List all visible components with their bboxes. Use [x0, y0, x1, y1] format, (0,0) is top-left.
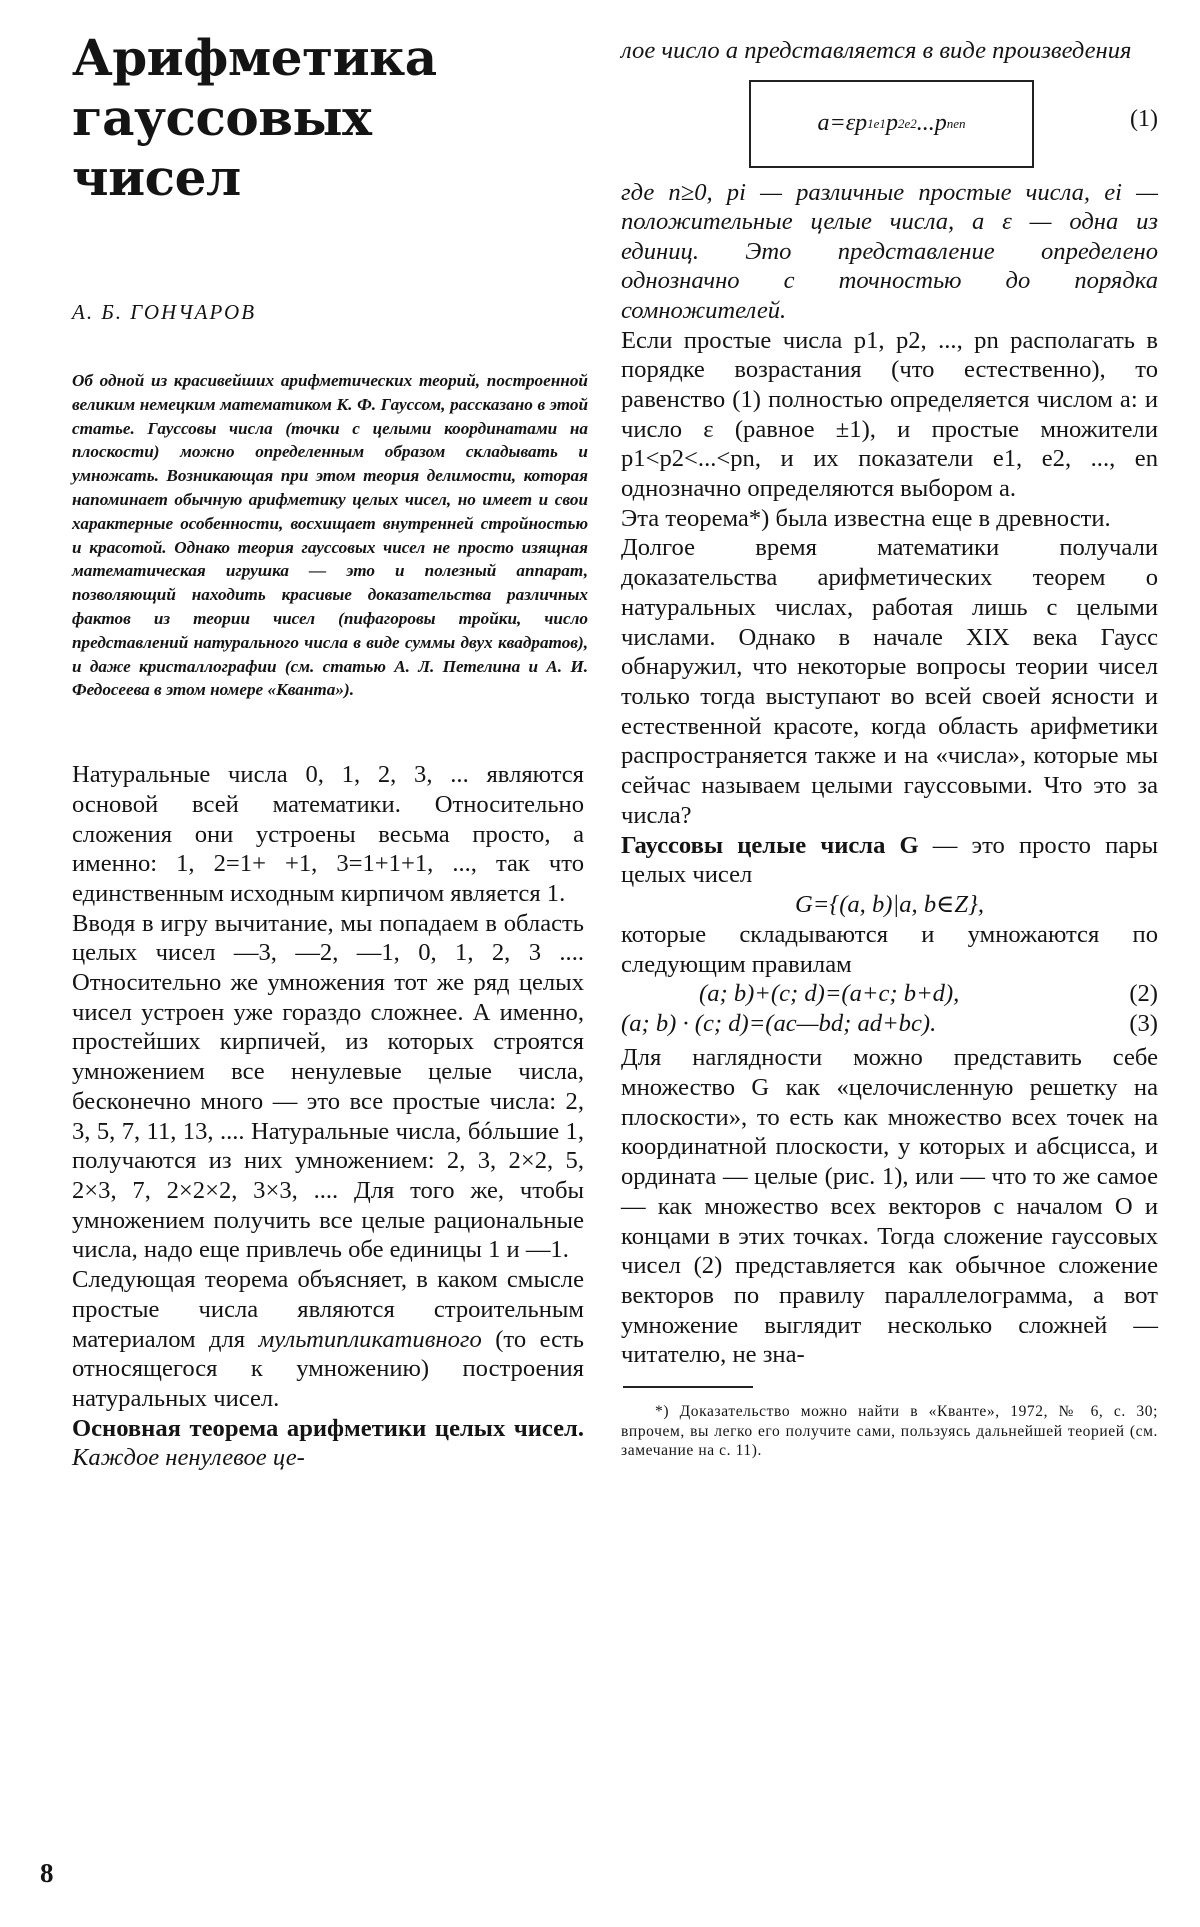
footnote: *) Доказательство можно найти в «Кванте», 1972, № 6, с. 30; впрочем, вы легко его получите сами, пользуясь дальнейшей теорией (см. замечание на с. 11).: [621, 1403, 1158, 1460]
formula-term: p: [885, 110, 898, 137]
paragraph: Долгое время математики получали доказательства арифметических теорем о натуральных числах, работая лишь с целыми числами. Однако в начале XIX века Гаусс обнаружил, что некоторые вопросы теории чисел только тогда выступают во всей своей ясности и естественной красоте, когда область арифметики распространяется также и на «числа», которые мы сейчас называем целыми гауссовыми. Что это за числа?: [621, 534, 1158, 829]
definition-heading: Гауссовы целые числа G: [621, 831, 919, 859]
abstract: Об одной из красивейших арифметических теорий, построенной великим немецким математиком К. Ф. Гауссом, рассказано в этой статье. Гауссовы числа (точки с целыми координатами на плоскости) можно определенным образом складывать и умножать. Возникающая при этом теория делимости, которая напоминает обычную арифметику целых чисел, но имеет и свои характерные особенности, восхищает внутренней стройностью и красотой. Однако теория гауссовых чисел не просто изящная математическая игрушка — это и полезный аппарат, позволяющий находить красивые доказательства различных фактов из теории чисел (пифагоровы тройки, число представлений натурального числа в виде суммы двух квадратов), и даже кристаллографии (см. статью А. Л. Петелина и А. И. Федосеева в этом номере «Кванта»).: [72, 371, 588, 700]
paragraph: Если простые числа p1, p2, ..., pn располагать в порядке возрастания (что естественно), то равенство (1) полностью определяется числом a: и число ε (равное ±1), и простые множители p1<p2<...<pn, и их показатели e1, e2, ..., en однозначно определяются выбором a.: [621, 326, 1158, 503]
title-line-2: гауссовых: [72, 88, 372, 147]
right-column: [621, 36, 1158, 1461]
text-run: Следующая теорема объясняет, в каком смысле простые числа являются строительным материалом для: [72, 1266, 584, 1353]
title-line-1: Арифметика: [72, 28, 437, 87]
subscript: n: [946, 115, 954, 131]
formula-box: [749, 80, 1034, 168]
left-column: [72, 28, 588, 1473]
title-line-3: чисел: [72, 148, 241, 207]
left-body: [72, 760, 584, 1473]
subscript: 1: [867, 115, 874, 131]
equation-number: (3): [1129, 1010, 1158, 1038]
equation-expression: (a; b)+(c; d)=(a+c; b+d),: [699, 980, 960, 1008]
italic-term: мультипликативного: [258, 1325, 482, 1353]
page-number: 8: [40, 1858, 54, 1888]
theorem-text: Каждое ненулевое це-: [72, 1444, 305, 1472]
text-run: (то есть относящегося к умножению) построения натуральных чисел.: [72, 1325, 584, 1412]
exponent: e2: [904, 115, 917, 131]
paragraph: [72, 1265, 584, 1414]
article-title: [72, 28, 584, 208]
paragraph: Эта теорема*) была известна еще в древности.: [621, 504, 1111, 532]
author: А. Б. ГОНЧАРОВ: [72, 300, 257, 324]
paragraph: [621, 831, 1158, 890]
paragraph: которые складываются и умножаются по следующим правилам: [621, 920, 1158, 978]
paragraph: Натуральные числа 0, 1, 2, 3, ... являются основой всей математики. Относительно сложения они устроены весьма просто, а именно: 1, 2=1+ +1, 3=1+1+1, ..., так что единственным исходным кирпичом является 1.: [72, 761, 584, 907]
set-definition: G={(a, b)|a, b∈Z},: [795, 890, 984, 918]
equation-number: (2): [1129, 980, 1158, 1008]
paragraph: Вводя в игру вычитание, мы попадаем в область целых чисел —3, —2, —1, 0, 1, 2, 3 .... Относительно же умножения тот же ряд целых чисел устроен уже гораздо сложнее. А именно, простейших кирпичей, из которых строятся умножением все ненулевые целые числа, бесконечно много — это все простые числа: 2, 3, 5, 7, 11, 13, .... Натуральные числа, бóльшие 1, получаются из них умножением: 2, 3, 2×2, 5, 2×3, 7, 2×2×2, 3×3, .... Для того же, чтобы умножением получить все целые рациональные числа, надо еще привлечь обе единицы 1 и —1.: [72, 909, 584, 1264]
formula-1: [621, 78, 1158, 178]
paragraph: Для наглядности можно представить себе множество G как «целочисленную решетку на плоскости», то есть как множество всех точек на координатной плоскости, у которых и абсцисса, и ордината — целые (рис. 1), или — что то же самое — как множество всех векторов с началом O и концами в этих точках. Тогда сложение гауссовых чисел (2) представляется как обычное сложение векторов по правилу параллелограмма, а вот умножение выглядит несколько сложней — читателю, не зна-: [621, 1044, 1158, 1369]
formula-term: ...p: [916, 110, 947, 137]
equation-2: [621, 979, 1158, 1009]
footnote-divider: [623, 1386, 753, 1388]
theorem-continuation: лое число a представляется в виде произведения: [621, 37, 1132, 64]
exponent: en: [953, 115, 966, 131]
theorem-conditions: где n≥0, pi — различные простые числа, ei — положительные целые числа, а ε — одна из единиц. Это представление определено однозначно с точностью до порядка сомножителей.: [621, 178, 1158, 324]
text-run: — это просто пары целых чисел: [621, 831, 1158, 889]
subscript: 2: [897, 115, 905, 131]
equation-number: (1): [1130, 105, 1158, 132]
formula-lhs: a=εp: [817, 110, 868, 137]
equation-3: [621, 1009, 1158, 1039]
equation-expression: (a; b) · (c; d)=(ac—bd; ad+bc).: [621, 1010, 937, 1038]
theorem-heading: Основная теорема арифметики целых чисел.: [72, 1414, 584, 1442]
paragraph: [72, 1414, 584, 1473]
exponent: e1: [873, 115, 886, 131]
